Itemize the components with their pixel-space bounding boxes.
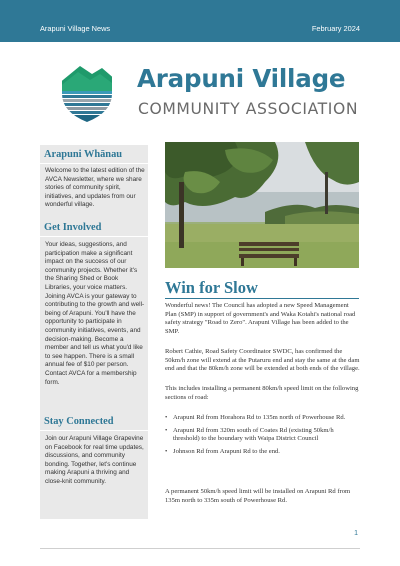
article-paragraph: Robert Cathie, Road Safety Coordinator SWDC, has confirmed the 50km/h zone will extend at the Putaruru end and stay the same at the dam end and that the 80km/h zone will be extended at both ends of the village. xyxy=(165,348,360,373)
masthead-title: Arapuni Village xyxy=(137,64,346,93)
issue-date: February 2024 xyxy=(311,24,360,33)
article-closing: A permanent 50km/h speed limit will be installed on Arapuni Rd from 135m north to 335m south of Powerhouse Rd. xyxy=(165,488,351,504)
sidebar-divider xyxy=(40,236,148,237)
sidebar-text-whanau: Welcome to the latest edition of the AVCA Newsletter, where we share stories of community spirit, initiatives, and updates from our wonderful village. xyxy=(45,167,145,209)
sidebar-text-stay-connected: Join our Arapuni Village Grapevine on Facebook for real time updates, discussions, and community bonding. Together, let's continue making Arapuni a thriving and close-knit community. xyxy=(45,435,144,485)
masthead-subtitle: COMMUNITY ASSOCIATION xyxy=(138,100,359,118)
sidebar-heading-get-involved: Get Involved xyxy=(44,222,102,233)
sidebar-heading-whanau: Arapuni Whānau xyxy=(44,149,123,160)
header-bar xyxy=(0,0,400,42)
sidebar-divider xyxy=(40,430,148,431)
sidebar-divider xyxy=(40,163,148,164)
newsletter-name: Arapuni Village News xyxy=(40,24,111,33)
sidebar-heading-stay-connected: Stay Connected xyxy=(44,416,114,427)
sidebar xyxy=(40,145,148,519)
park-bench-photo-icon xyxy=(165,142,359,268)
article-title-rule xyxy=(165,298,359,299)
mountain-river-logo-icon xyxy=(58,60,116,124)
article-paragraph: Wonderful news! The Council has adopted a new Speed Management Plan (SMP) in support of government's and Waka Kotahi's national road safety strategy "Road to Zero". Arapuni Village has been added to the SMP. xyxy=(165,302,356,336)
page-bottom-rule xyxy=(40,548,360,549)
page-number: 1 xyxy=(354,530,358,537)
article-paragraph: This includes installing a permanent 80km/h speed limit on the following sections of road: xyxy=(165,385,359,401)
article-title: Win for Slow xyxy=(165,278,258,297)
list-item: • Arapuni Rd from 320m south of Coates Rd (existing 50km/h threshold) to the boundary with Waipa District Council xyxy=(165,427,361,444)
road-sections-list xyxy=(165,414,361,461)
list-item: • Johnson Rd from Arapuni Rd to the end. xyxy=(165,448,361,457)
sidebar-text-get-involved: Your ideas, suggestions, and participation make a significant impact on the success of our community projects. Whether it's the Sharing Shed or Book Libraries, your voice matters. Joining AVCA is your gateway to contributing to the growth and well-being of Arapuni. You'll have the opportunity to participate in community initiatives, events, and decision-making. Become a member and tell us what you'd like to see happen. There is a small annual fee of $10 per person. Contact AVCA for a membership form. xyxy=(45,241,145,386)
list-item: • Arapuni Rd from Horahora Rd to 135m north of Powerhouse Rd. xyxy=(165,414,361,423)
